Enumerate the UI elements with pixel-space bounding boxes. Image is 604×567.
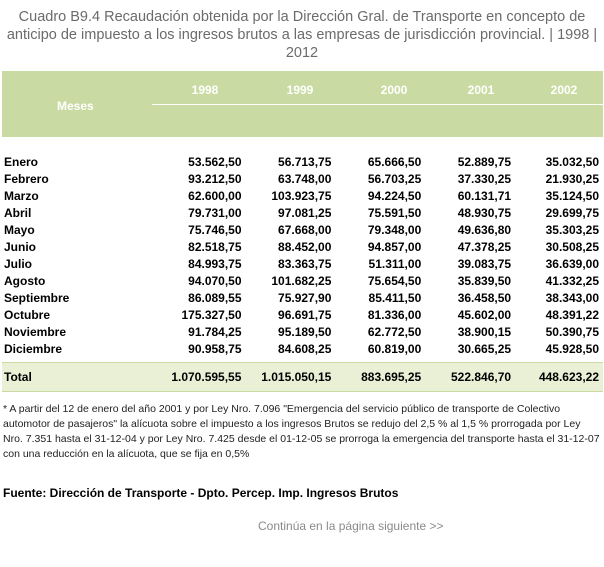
- month-cell: Octubre: [4, 308, 51, 322]
- table-row: [2, 222, 603, 239]
- value-cell-2001: 37.330,25: [457, 172, 512, 186]
- continue-link[interactable]: Continúa en la página siguiente >>: [258, 519, 444, 533]
- total-row: [2, 362, 603, 392]
- value-cell-1998: 62.600,00: [188, 189, 242, 203]
- value-cell-2000: 75.654,50: [367, 274, 422, 288]
- value-cell-2002: 30.508,25: [545, 240, 599, 254]
- table-row: [2, 154, 603, 171]
- value-cell-2002: 50.390,75: [545, 325, 599, 339]
- value-cell-2001: 47.378,25: [457, 240, 512, 254]
- footnote: * A partir del 12 de enero del año 2001 y por Ley Nro. 7.096 "Emergencia del servicio público de transporte de Colectivo automotor de pasajeros" la alícuota sobre el impuesto a los ingresos Brutos se redujo del 2,5 % al 1,5 % prorrogada por Ley Nro. 7.351 hasta el 31-12-04 y por Ley Nro. 7.425 desde el 01-12-05 se prorroga la emergencia del transporte hasta el 31-12-07 con una reducción en la alícuota, que se fija en 0,5%: [3, 403, 600, 460]
- value-cell-1999: 67.668,00: [278, 223, 332, 237]
- value-cell-1998: 53.562,50: [188, 155, 242, 169]
- value-cell-1998: 79.731,00: [188, 206, 242, 220]
- value-cell-2001: 60.131,71: [457, 189, 512, 203]
- year-header-2001: 2001: [467, 83, 495, 97]
- value-cell-1998: 84.993,75: [188, 257, 242, 271]
- value-cell-2002: 41.332,25: [545, 274, 599, 288]
- table-title: Cuadro B9.4 Recaudación obtenida por la Dirección Gral. de Transporte en concepto de anticipo de impuesto a los ingresos brutos a las empresas de jurisdicción provincial. | 1998 | 2012: [6, 9, 598, 61]
- value-cell-2000: 94.224,50: [367, 189, 422, 203]
- table-header: [2, 71, 603, 137]
- value-cell-2001: 30.665,25: [457, 342, 512, 356]
- value-cell-2000: 81.336,00: [367, 308, 422, 322]
- month-cell: Mayo: [4, 223, 35, 237]
- month-cell: Febrero: [4, 172, 49, 186]
- table-row: [2, 273, 603, 290]
- value-cell-2001: 36.458,50: [457, 291, 512, 305]
- value-cell-1998: 91.784,25: [188, 325, 242, 339]
- value-cell-1998: 175.327,50: [181, 308, 242, 322]
- value-cell-1998: 93.212,50: [188, 172, 242, 186]
- month-cell: Enero: [4, 155, 39, 169]
- table-row: [2, 171, 603, 188]
- month-cell: Julio: [4, 257, 33, 271]
- month-cell: Marzo: [4, 189, 39, 203]
- value-cell-2002: 48.391,22: [545, 308, 599, 322]
- value-cell-2002: 45.928,50: [545, 342, 599, 356]
- value-cell-1998: 82.518,75: [188, 240, 242, 254]
- value-cell-2001: 38.900,15: [457, 325, 512, 339]
- total-2002: 448.623,22: [538, 370, 599, 384]
- month-cell: Diciembre: [4, 342, 63, 356]
- month-cell: Abril: [4, 206, 32, 220]
- total-1999: 1.015.050,15: [261, 370, 332, 384]
- total-1998: 1.070.595,55: [171, 370, 242, 384]
- value-cell-2000: 85.411,50: [368, 291, 422, 305]
- value-cell-1999: 95.189,50: [278, 325, 332, 339]
- table-row: [2, 256, 603, 273]
- value-cell-1998: 75.746,50: [188, 223, 242, 237]
- value-cell-1999: 83.363,75: [278, 257, 332, 271]
- table-row: [2, 239, 603, 256]
- value-cell-1999: 97.081,25: [278, 206, 332, 220]
- value-cell-2002: 35.032,50: [545, 155, 599, 169]
- total-2000: 883.695,25: [361, 370, 422, 384]
- total-2001: 522.846,70: [451, 370, 512, 384]
- table-row: [2, 188, 603, 205]
- data-table: [2, 154, 603, 358]
- table-row: [2, 341, 603, 358]
- year-header-1998: 1998: [191, 83, 219, 97]
- table-row: [2, 290, 603, 307]
- value-cell-2000: 94.857,00: [367, 240, 422, 254]
- month-cell: Septiembre: [4, 291, 70, 305]
- value-cell-1998: 90.958,75: [188, 342, 242, 356]
- value-cell-2002: 38.343,00: [545, 291, 599, 305]
- value-cell-2001: 39.083,75: [457, 257, 512, 271]
- value-cell-2002: 35.303,25: [545, 223, 599, 237]
- value-cell-2002: 35.124,50: [545, 189, 599, 203]
- value-cell-2000: 51.311,00: [368, 257, 422, 271]
- month-cell: Junio: [4, 240, 36, 254]
- table-row: [2, 324, 603, 341]
- value-cell-2000: 79.348,00: [367, 223, 422, 237]
- value-cell-1999: 96.691,75: [278, 308, 332, 322]
- month-cell: Noviembre: [4, 325, 67, 339]
- header-divider: [152, 104, 603, 105]
- value-cell-1999: 63.748,00: [278, 172, 332, 186]
- year-header-2002: 2002: [550, 83, 578, 97]
- value-cell-1999: 84.608,25: [278, 342, 332, 356]
- value-cell-2000: 65.666,50: [367, 155, 422, 169]
- value-cell-2001: 52.889,75: [457, 155, 512, 169]
- value-cell-1999: 75.927,90: [278, 291, 332, 305]
- value-cell-1999: 101.682,25: [271, 274, 332, 288]
- value-cell-1998: 86.089,55: [188, 291, 242, 305]
- value-cell-2000: 60.819,00: [367, 342, 422, 356]
- value-cell-2000: 62.772,50: [367, 325, 422, 339]
- value-cell-1999: 103.923,75: [271, 189, 332, 203]
- table-row: [2, 307, 603, 324]
- value-cell-1999: 88.452,00: [278, 240, 332, 254]
- value-cell-1998: 94.070,50: [188, 274, 242, 288]
- source-note: Fuente: Dirección de Transporte - Dpto. Percep. Imp. Ingresos Brutos: [3, 486, 399, 500]
- months-header: Meses: [57, 99, 94, 113]
- value-cell-2001: 49.636,80: [457, 223, 512, 237]
- year-header-1999: 1999: [286, 83, 314, 97]
- value-cell-2001: 45.602,00: [457, 308, 512, 322]
- year-header-2000: 2000: [380, 83, 408, 97]
- value-cell-2002: 29.699,75: [545, 206, 599, 220]
- value-cell-2002: 36.639,00: [545, 257, 599, 271]
- total-label: Total: [4, 370, 32, 384]
- value-cell-2000: 56.703,25: [367, 172, 422, 186]
- value-cell-2000: 75.591,50: [367, 206, 422, 220]
- month-cell: Agosto: [4, 274, 46, 288]
- value-cell-2002: 21.930,25: [545, 172, 599, 186]
- value-cell-2001: 48.930,75: [457, 206, 512, 220]
- table-row: [2, 205, 603, 222]
- value-cell-1999: 56.713,75: [278, 155, 332, 169]
- value-cell-2001: 35.839,50: [457, 274, 512, 288]
